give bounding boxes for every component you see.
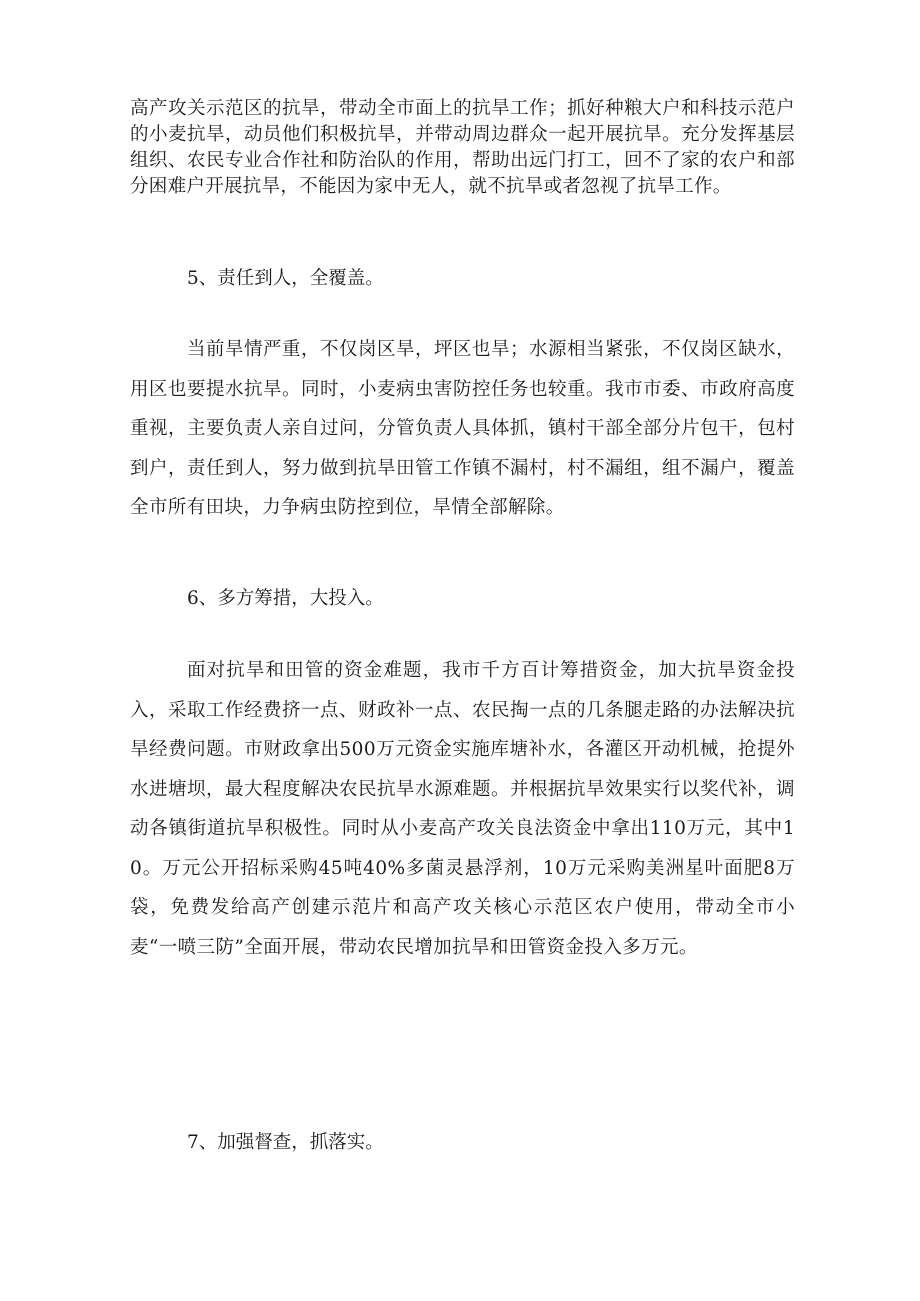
section-5-heading: 5、责任到人，全覆盖。 (187, 268, 384, 289)
section-7-heading: 7、加强督查，抓落实。 (187, 1132, 384, 1153)
intro-paragraph: 高产攻关示范区的抗旱，带动全市面上的抗旱工作；抓好种粮大户和科技示范户的小麦抗旱，动员他们积极抗旱，并带动周边群众一起开展抗旱。充分发挥基层组织、农民专业合作社和防治队的作用，帮助出远门打工，回不了家的农户和部分困难户开展抗旱，不能因为家中无人，就不抗旱或者忽视了抗旱工作。 (130, 98, 795, 197)
section-6-paragraph: 面对抗旱和田管的资金难题，我市千方百计筹措资金，加大抗旱资金投入，采取工作经费挤一点、财政补一点、农民掏一点的几条腿走路的办法解决抗旱经费问题。市财政拿出500万元资金实施库塘补水，各灌区开动机械，抢提外水进塘坝，最大程度解决农民抗旱水源难题。并根据抗旱效果实行以奖代补，调动各镇街道抗旱积极性。同时从小麦高产攻关良法资金中拿出110万元，其中10。万元公开招标采购45吨40%多菌灵悬浮剂，10万元采购美洲星叶面肥8万袋，免费发给高产创建示范片和高产攻关核心示范区农户使用，带动全市小麦“一喷三防”全面开展，带动农民增加抗旱和田管资金投入多万元。 (130, 660, 795, 958)
section-6-heading: 6、多方筹措，大投入。 (187, 588, 384, 609)
section-5-paragraph: 当前旱情严重，不仅岗区旱，坪区也旱；水源相当紧张，不仅岗区缺水，用区也要提水抗旱。同时，小麦病虫害防控任务也较重。我市市委、市政府高度重视，主要负责人亲自过问，分管负责人具体抓，镇村干部全部分片包干，包村到户，责任到人，努力做到抗旱田管工作镇不漏村，村不漏组，组不漏户，覆盖全市所有田块，力争病虫防控到位，旱情全部解除。 (130, 339, 795, 518)
